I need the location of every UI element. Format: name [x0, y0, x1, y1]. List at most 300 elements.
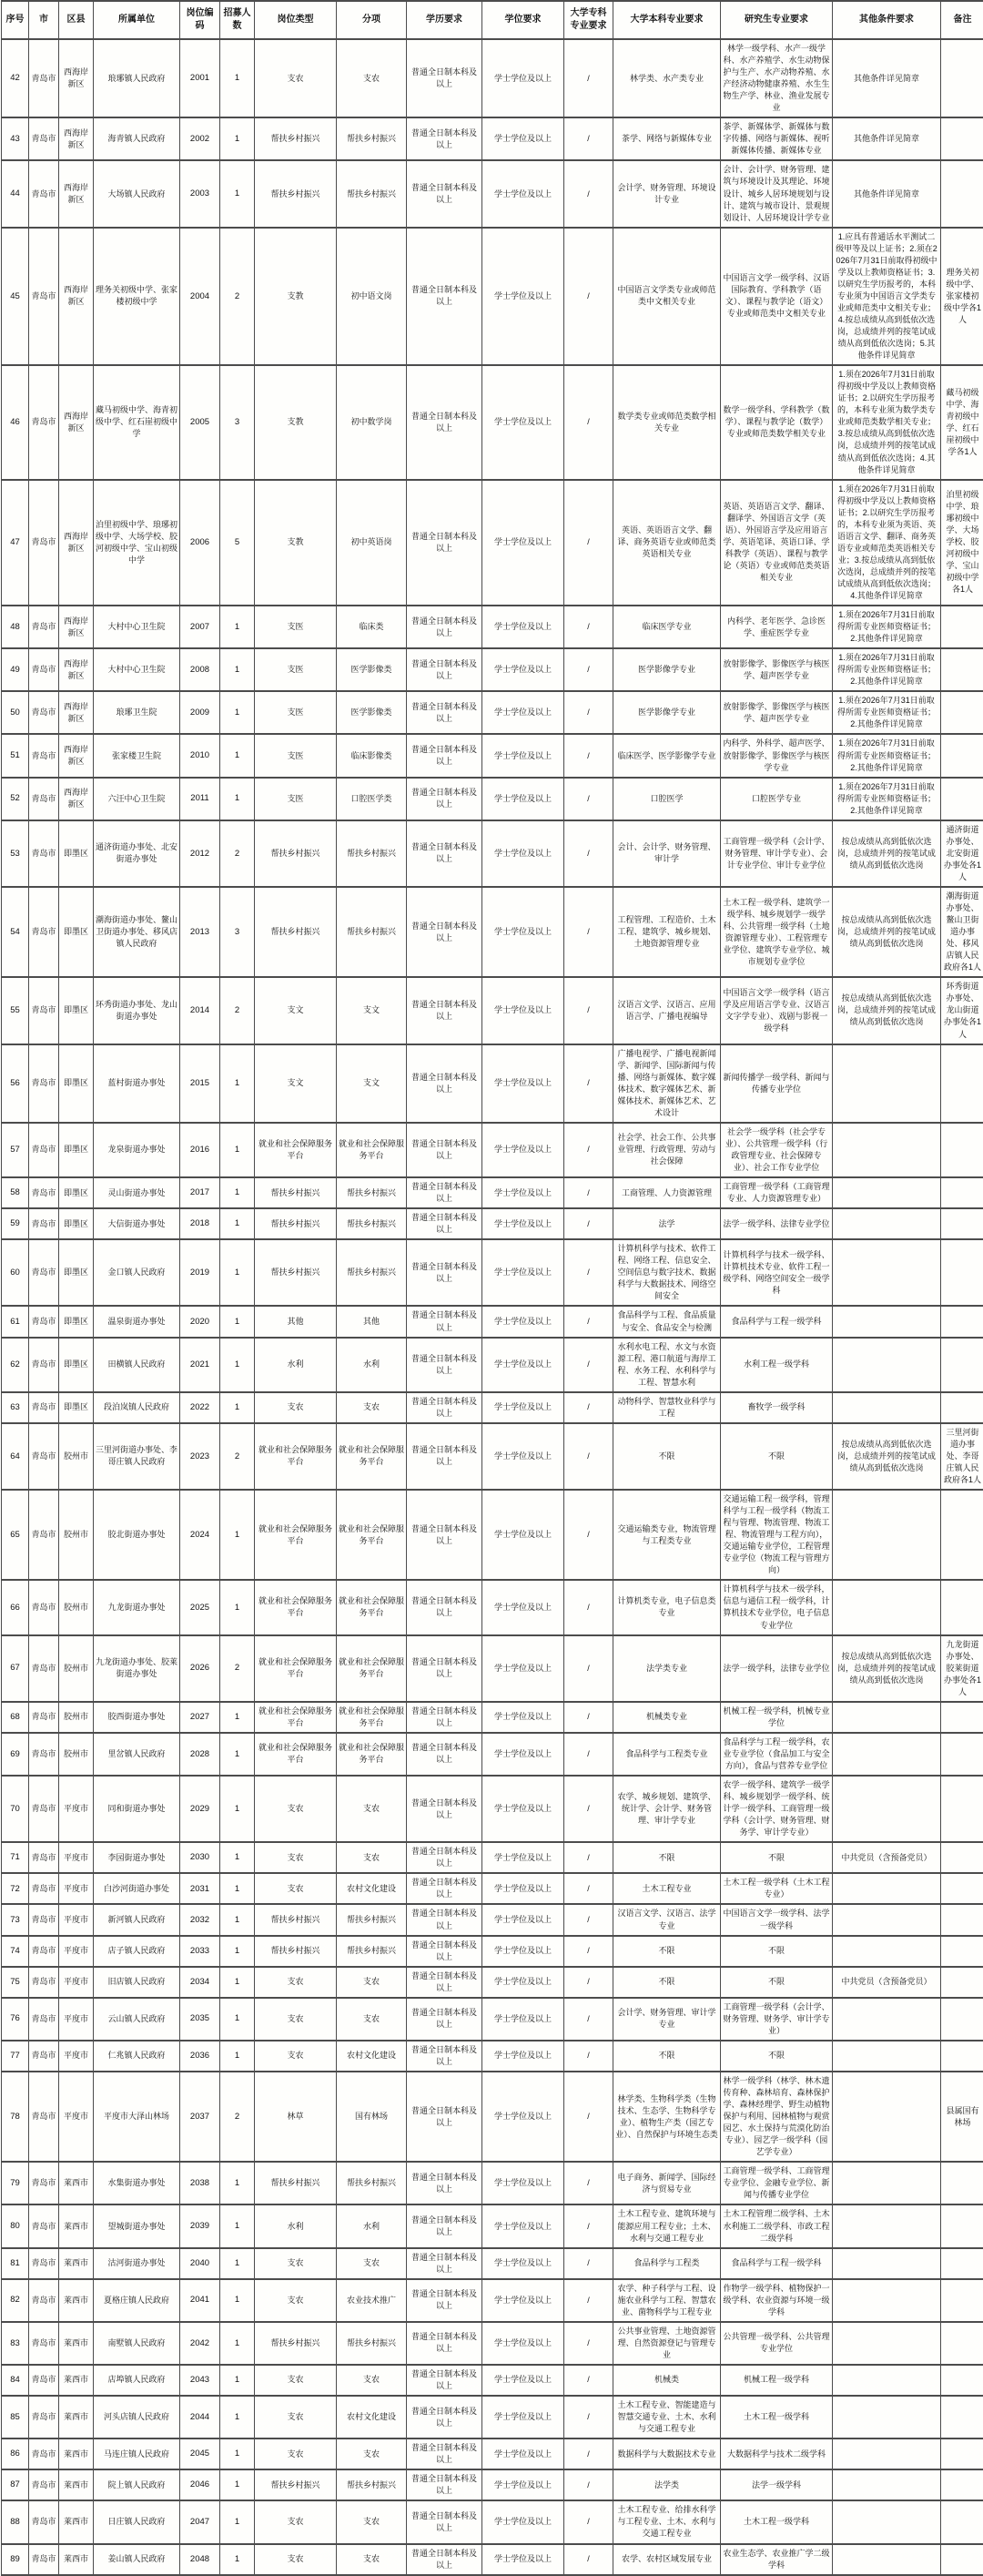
- table-cell: 青岛市: [29, 648, 59, 691]
- table-cell: 青岛市: [29, 1423, 59, 1490]
- table-cell: 广播电视学、广播电视新闻学、新闻学、国际新闻与传播、网络与新媒体、数字媒体技术、数字媒体艺术、新媒体技术、新媒体艺术、艺术设计: [613, 1044, 721, 1123]
- table-cell: 九龙街道办事处、胶莱街道办事处: [94, 1635, 180, 1702]
- table-cell: 1: [220, 1490, 255, 1580]
- table-cell: 1: [220, 2544, 255, 2575]
- table-cell: 即墨区: [59, 1306, 94, 1337]
- table-cell: /: [564, 2544, 613, 2575]
- table-row: [2, 2248, 983, 2279]
- table-cell: 普通全日制本科及以上: [407, 2072, 482, 2162]
- table-row: [2, 1580, 983, 1634]
- table-row: [2, 1490, 983, 1580]
- table-row: [2, 1392, 983, 1423]
- table-cell: 工商管理一级学科、工商管理专业学位、金融专业学位、新闻与传播专业学位: [721, 2162, 833, 2204]
- table-cell: /: [564, 1635, 613, 1702]
- table-cell: [941, 2162, 983, 2204]
- table-cell: 1.须在2026年7月31日前取得所需专业医师资格证书；2.其他条件详见简章: [833, 734, 941, 777]
- table-cell: [941, 2279, 983, 2322]
- table-cell: 普通全日制本科及以上: [407, 2439, 482, 2469]
- table-cell: 不限: [613, 1967, 721, 1998]
- table-cell: 青岛市: [29, 977, 59, 1044]
- table-cell: 青岛市: [29, 2072, 59, 2162]
- table-cell: 1: [220, 734, 255, 777]
- table-cell: 普通全日制本科及以上: [407, 228, 482, 366]
- table-cell: 青岛市: [29, 2279, 59, 2322]
- table-cell: 普通全日制本科及以上: [407, 2500, 482, 2543]
- table-cell: 青岛市: [29, 1392, 59, 1423]
- table-cell: 汉语言文学、汉语言、应用语言学、广播电视编导: [613, 977, 721, 1044]
- table-cell: 农学、农村区域发展专业: [613, 2544, 721, 2575]
- table-cell: 普通全日制本科及以上: [407, 1904, 482, 1935]
- table-cell: 帮扶乡村振兴: [255, 2162, 337, 2204]
- table-cell: /: [564, 820, 613, 887]
- table-cell: 帮扶乡村振兴: [337, 887, 407, 977]
- table-cell: 学士学位及以上: [482, 1776, 564, 1842]
- table-cell: 农业技术推广: [337, 2279, 407, 2322]
- table-cell: 青岛市: [29, 39, 59, 117]
- table-cell: 法学类: [613, 2469, 721, 2500]
- table-cell: 莱西市: [59, 2500, 94, 2543]
- table-cell: 食品科学与工程一级学科，农业专业学位（食品加工与安全方向），食品与营养专业学位: [721, 1733, 833, 1776]
- table-row: [2, 1306, 983, 1337]
- table-cell: [833, 1208, 941, 1239]
- table-cell: 支医: [255, 734, 337, 777]
- table-cell: 学士学位及以上: [482, 1423, 564, 1490]
- table-cell: 大村中心卫生院: [94, 648, 180, 691]
- table-cell: 学士学位及以上: [482, 648, 564, 691]
- table-cell: 普通全日制本科及以上: [407, 1123, 482, 1177]
- table-cell: 动物科学、智慧牧业科学与工程: [613, 1392, 721, 1423]
- table-cell: /: [564, 1306, 613, 1337]
- table-cell: 土木工程一级学科: [721, 2500, 833, 2543]
- table-cell: 莱西市: [59, 2248, 94, 2279]
- table-cell: 47: [2, 480, 29, 606]
- table-cell: 帮扶乡村振兴: [255, 1239, 337, 1306]
- table-cell: 其他: [255, 1306, 337, 1337]
- table-cell: 支农: [337, 2439, 407, 2469]
- table-cell: [941, 1936, 983, 1967]
- table-cell: 普通全日制本科及以上: [407, 606, 482, 648]
- table-cell: 就业和社会保障服务平台: [255, 1635, 337, 1702]
- column-header: 岗位编码: [180, 1, 220, 39]
- table-cell: 不限: [613, 1842, 721, 1873]
- table-cell: 1: [220, 1702, 255, 1733]
- table-cell: [941, 2500, 983, 2543]
- table-cell: 茶学、新媒体学、新媒体与数字传播、网络与新媒体、视听新媒体传播、新媒体专业: [721, 117, 833, 160]
- table-cell: 按总成绩从高到低依次选岗，总成绩并列的按笔试成绩从高到低依次选岗: [833, 1635, 941, 1702]
- table-cell: 77: [2, 2041, 29, 2072]
- table-cell: 2026: [180, 1635, 220, 1702]
- table-cell: 机械工程一级学科，机械专业学位: [721, 1702, 833, 1733]
- table-cell: 平度市大泽山林场: [94, 2072, 180, 2162]
- table-cell: 1: [220, 160, 255, 227]
- table-cell: 89: [2, 2544, 29, 2575]
- table-cell: /: [564, 2279, 613, 2322]
- table-cell: 69: [2, 1733, 29, 1776]
- table-cell: 2001: [180, 39, 220, 117]
- table-row: [2, 820, 983, 887]
- table-cell: 会计学、财务管理、环境设计专业: [613, 160, 721, 227]
- table-cell: [833, 2396, 941, 2439]
- table-cell: 青岛市: [29, 1177, 59, 1208]
- table-cell: 普通全日制本科及以上: [407, 1635, 482, 1702]
- table-cell: 帮扶乡村振兴: [337, 1177, 407, 1208]
- table-cell: [833, 2162, 941, 2204]
- table-cell: 青岛市: [29, 1635, 59, 1702]
- table-cell: 普通全日制本科及以上: [407, 977, 482, 1044]
- table-cell: 学士学位及以上: [482, 1338, 564, 1392]
- table-cell: 青岛市: [29, 2544, 59, 2575]
- table-cell: 通济街道办事处、北安街道办事处各1人: [941, 820, 983, 887]
- table-cell: 水集街道办事处: [94, 2162, 180, 2204]
- table-cell: 普通全日制本科及以上: [407, 1998, 482, 2041]
- table-cell: 青岛市: [29, 2500, 59, 2543]
- table-row: [2, 39, 983, 117]
- table-cell: 灵山街道办事处: [94, 1177, 180, 1208]
- table-cell: 普通全日制本科及以上: [407, 820, 482, 887]
- table-cell: 88: [2, 2500, 29, 2543]
- table-cell: 2023: [180, 1423, 220, 1490]
- table-cell: 58: [2, 1177, 29, 1208]
- table-cell: 青岛市: [29, 1208, 59, 1239]
- table-cell: [941, 1904, 983, 1935]
- table-cell: 姜山镇人民政府: [94, 2544, 180, 2575]
- table-cell: 帮扶乡村振兴: [255, 887, 337, 977]
- table-cell: 1: [220, 117, 255, 160]
- table-cell: [941, 1338, 983, 1392]
- table-cell: 工商管理一级学科（工商管理专业、人力资源管理专业）: [721, 1177, 833, 1208]
- table-cell: 青岛市: [29, 1842, 59, 1873]
- table-cell: /: [564, 778, 613, 820]
- table-cell: [833, 1123, 941, 1177]
- table-cell: 普通全日制本科及以上: [407, 2469, 482, 2500]
- table-cell: 莱西市: [59, 2162, 94, 2204]
- table-cell: 支农: [337, 1998, 407, 2041]
- table-cell: 数学类专业或师范类数学相关专业: [613, 365, 721, 479]
- table-cell: 平度市: [59, 1967, 94, 1998]
- table-cell: 2: [220, 820, 255, 887]
- table-cell: 西海岸新区: [59, 39, 94, 117]
- table-cell: 中国语言文学一级学科（语言学及应用语言学专业、汉语言文字学专业）、戏剧与影视一级学科: [721, 977, 833, 1044]
- table-cell: /: [564, 2396, 613, 2439]
- table-cell: 支文: [255, 1044, 337, 1123]
- table-cell: 英语、英语语言文学、翻译、商务英语专业或师范类英语相关专业: [613, 480, 721, 606]
- table-cell: 中国语言文学类专业或师范类中文相关专业: [613, 228, 721, 366]
- table-cell: 2002: [180, 117, 220, 160]
- table-cell: 机械类: [613, 2365, 721, 2396]
- table-cell: 3: [220, 887, 255, 977]
- table-cell: [833, 2248, 941, 2279]
- table-cell: 73: [2, 1904, 29, 1935]
- table-cell: /: [564, 2041, 613, 2072]
- table-cell: 普通全日制本科及以上: [407, 1842, 482, 1873]
- table-cell: /: [564, 887, 613, 977]
- table-cell: 2019: [180, 1239, 220, 1306]
- table-cell: 青岛市: [29, 820, 59, 887]
- table-row: [2, 977, 983, 1044]
- table-cell: 临床影像类: [337, 734, 407, 777]
- table-cell: 水利: [337, 1338, 407, 1392]
- table-cell: 计算机类专业，电子信息类专业: [613, 1580, 721, 1634]
- table-cell: 49: [2, 648, 29, 691]
- table-cell: 学士学位及以上: [482, 480, 564, 606]
- table-cell: 61: [2, 1306, 29, 1337]
- table-cell: 林学类、生物科学类（生物技术、生态学、生物科学专业）、植物生产类（园艺专业）、自然保护与环境生态类: [613, 2072, 721, 2162]
- table-cell: 2: [220, 228, 255, 366]
- table-cell: 工商管理一级学科（会计学、财务管理、财务学、审计学专业）: [721, 1998, 833, 2041]
- table-cell: [833, 2439, 941, 2469]
- table-cell: 青岛市: [29, 1702, 59, 1733]
- table-row: [2, 1904, 983, 1935]
- table-cell: 1.须在2026年7月31日前取得所需专业医师资格证书；2.其他条件详见简章: [833, 648, 941, 691]
- table-cell: 75: [2, 1967, 29, 1998]
- table-cell: 初中语文岗: [337, 228, 407, 366]
- table-cell: 普通全日制本科及以上: [407, 1702, 482, 1733]
- table-cell: 2033: [180, 1936, 220, 1967]
- table-cell: 1: [220, 1776, 255, 1842]
- table-cell: 2042: [180, 2322, 220, 2365]
- table-cell: /: [564, 977, 613, 1044]
- table-cell: 普通全日制本科及以上: [407, 1580, 482, 1634]
- table-cell: 土木工程专业: [613, 1873, 721, 1904]
- table-cell: 5: [220, 480, 255, 606]
- table-cell: 56: [2, 1044, 29, 1123]
- table-cell: 旧店镇人民政府: [94, 1967, 180, 1998]
- table-row: [2, 1423, 983, 1490]
- table-cell: [833, 1044, 941, 1123]
- table-cell: 1: [220, 1338, 255, 1392]
- table-cell: 工程管理、工程造价、土木工程、建筑学、城乡规划、土地资源管理专业: [613, 887, 721, 977]
- table-cell: 支农: [255, 2396, 337, 2439]
- table-cell: 不限: [721, 2041, 833, 2072]
- table-cell: /: [564, 1776, 613, 1842]
- table-cell: [941, 1392, 983, 1423]
- table-cell: 汉语言文学、汉语言、法学专业: [613, 1904, 721, 1935]
- table-cell: 支教: [255, 365, 337, 479]
- table-cell: 林学一级学科、水产一级学科、水产养殖学、水生动物保护与生产、水产动物养殖、水产经济动物健康养殖、水生生物生产学、林业、渔业发展专业: [721, 39, 833, 117]
- table-cell: 普通全日制本科及以上: [407, 1873, 482, 1904]
- table-cell: 农学、城乡规划、建筑学、统计学、会计学、财务管理、审计学专业: [613, 1776, 721, 1842]
- table-cell: 1: [220, 1733, 255, 1776]
- table-cell: 支农: [255, 1967, 337, 1998]
- table-cell: 学士学位及以上: [482, 2500, 564, 2543]
- table-cell: [941, 2248, 983, 2279]
- table-cell: 英语、英语语言文学、翻译、翻译学、外国语言文学（英语）、外国语言学及应用语言学、英语笔译、英语口译、学科教学（英语）、课程与教学论（英语）专业或师范类英语相关专业: [721, 480, 833, 606]
- table-cell: 支农: [255, 39, 337, 117]
- table-cell: [833, 1490, 941, 1580]
- table-cell: 即墨区: [59, 977, 94, 1044]
- table-cell: 1.须在2026年7月31日前取得所需专业医师资格证书；2.其他条件详见简章: [833, 606, 941, 648]
- table-cell: 就业和社会保障服务平台: [255, 1733, 337, 1776]
- table-cell: 西海岸新区: [59, 365, 94, 479]
- table-row: [2, 1123, 983, 1177]
- table-cell: 理务关初级中学、张家楼初级中学: [94, 228, 180, 366]
- job-positions-table: [1, 0, 983, 2576]
- table-cell: 数据科学与大数据技术专业: [613, 2439, 721, 2469]
- table-cell: 学士学位及以上: [482, 2469, 564, 2500]
- table-cell: 数学一级学科、学科教学（数学）、课程与教学论（数学）专业或师范类数学相关专业: [721, 365, 833, 479]
- table-cell: 就业和社会保障服务平台: [337, 1733, 407, 1776]
- table-cell: 2027: [180, 1702, 220, 1733]
- table-cell: 1: [220, 1904, 255, 1935]
- table-cell: 2008: [180, 648, 220, 691]
- table-cell: 2043: [180, 2365, 220, 2396]
- table-cell: 学士学位及以上: [482, 1702, 564, 1733]
- table-cell: 土木工程一级学科（土木工程专业）: [721, 1873, 833, 1904]
- column-header: 备注: [941, 1, 983, 39]
- table-cell: 即墨区: [59, 1208, 94, 1239]
- table-cell: 店子镇人民政府: [94, 1936, 180, 1967]
- table-cell: [833, 1936, 941, 1967]
- table-cell: 帮扶乡村振兴: [337, 2322, 407, 2365]
- table-cell: 学士学位及以上: [482, 1044, 564, 1123]
- table-cell: /: [564, 1733, 613, 1776]
- table-cell: 温泉街道办事处: [94, 1306, 180, 1337]
- table-cell: 中共党员（含预备党员）: [833, 1842, 941, 1873]
- table-cell: 学士学位及以上: [482, 365, 564, 479]
- table-cell: [833, 2322, 941, 2365]
- table-cell: 2005: [180, 365, 220, 479]
- table-cell: 74: [2, 1936, 29, 1967]
- table-cell: [833, 2500, 941, 2543]
- table-cell: 青岛市: [29, 887, 59, 977]
- table-cell: 帮扶乡村振兴: [255, 1904, 337, 1935]
- table-cell: 1: [220, 1239, 255, 1306]
- table-cell: 初中数学岗: [337, 365, 407, 479]
- table-cell: 环秀街道办事处、龙山街道办事处各1人: [941, 977, 983, 1044]
- table-cell: /: [564, 1936, 613, 1967]
- table-cell: /: [564, 2248, 613, 2279]
- table-cell: /: [564, 1998, 613, 2041]
- column-header: 其他条件要求: [833, 1, 941, 39]
- table-cell: 2021: [180, 1338, 220, 1392]
- table-cell: 支医: [255, 648, 337, 691]
- table-row: [2, 1177, 983, 1208]
- table-cell: 2018: [180, 1208, 220, 1239]
- table-cell: /: [564, 2500, 613, 2543]
- table-cell: 帮扶乡村振兴: [255, 1936, 337, 1967]
- table-cell: 三里河街道办事处、李哥庄镇人民政府各1人: [941, 1423, 983, 1490]
- column-header: 岗位类型: [255, 1, 337, 39]
- table-cell: /: [564, 160, 613, 227]
- table-cell: 学士学位及以上: [482, 778, 564, 820]
- table-cell: 内科学、外科学、超声医学、放射影像学、影像医学与核医学专业: [721, 734, 833, 777]
- table-cell: 68: [2, 1702, 29, 1733]
- table-cell: 1: [220, 1306, 255, 1337]
- table-cell: 支医: [255, 606, 337, 648]
- table-cell: 帮扶乡村振兴: [337, 1936, 407, 1967]
- table-cell: 九龙街道办事处、胶莱街道办事处各1人: [941, 1635, 983, 1702]
- table-cell: 普通全日制本科及以上: [407, 1306, 482, 1337]
- table-cell: 1: [220, 1392, 255, 1423]
- table-cell: 支教: [255, 480, 337, 606]
- table-row: [2, 2469, 983, 2500]
- table-cell: 青岛市: [29, 1490, 59, 1580]
- table-cell: 土木工程专业、给排水科学与工程专业、土木、水利与交通工程专业: [613, 2500, 721, 2543]
- table-cell: 食品科学与工程类: [613, 2248, 721, 2279]
- table-cell: 理务关初级中学、张家楼初级中学各1人: [941, 228, 983, 366]
- table-cell: 学士学位及以上: [482, 1936, 564, 1967]
- table-cell: 环秀街道办事处、龙山街道办事处: [94, 977, 180, 1044]
- table-cell: 医学影像类: [337, 691, 407, 734]
- table-cell: 2013: [180, 887, 220, 977]
- table-cell: 帮扶乡村振兴: [337, 1904, 407, 1935]
- table-cell: 法学一级学科、法律专业学位: [721, 1208, 833, 1239]
- column-header: 研究生专业要求: [721, 1, 833, 39]
- table-cell: 农学、种子科学与工程、设施农业科学与工程、智慧农业、菌物科学与工程专业: [613, 2279, 721, 2322]
- table-cell: 国有林场: [337, 2072, 407, 2162]
- table-cell: 支教: [255, 228, 337, 366]
- table-cell: /: [564, 1423, 613, 1490]
- table-cell: [833, 1392, 941, 1423]
- table-cell: /: [564, 1904, 613, 1935]
- table-cell: [833, 1776, 941, 1842]
- table-cell: 青岛市: [29, 2322, 59, 2365]
- table-cell: 2004: [180, 228, 220, 366]
- table-cell: 63: [2, 1392, 29, 1423]
- table-cell: 1: [220, 1208, 255, 1239]
- table-cell: [941, 1733, 983, 1776]
- table-cell: 青岛市: [29, 1580, 59, 1634]
- table-row: [2, 2072, 983, 2162]
- table-cell: 夏格庄镇人民政府: [94, 2279, 180, 2322]
- table-cell: 48: [2, 606, 29, 648]
- table-cell: /: [564, 1842, 613, 1873]
- table-cell: 青岛市: [29, 1998, 59, 2041]
- table-cell: 支农: [255, 1776, 337, 1842]
- table-cell: 76: [2, 1998, 29, 2041]
- table-cell: 计算机科学与技术、软件工程、网络工程、信息安全、空间信息与数字技术、数据科学与大数据技术、网络空间安全: [613, 1239, 721, 1306]
- table-cell: /: [564, 2439, 613, 2469]
- table-cell: 莱西市: [59, 2204, 94, 2247]
- table-cell: [941, 1123, 983, 1177]
- table-cell: 同和街道办事处: [94, 1776, 180, 1842]
- table-cell: 1: [220, 648, 255, 691]
- table-cell: 普通全日制本科及以上: [407, 1239, 482, 1306]
- table-cell: 2037: [180, 2072, 220, 2162]
- table-cell: 平度市: [59, 1842, 94, 1873]
- table-cell: [833, 1177, 941, 1208]
- table-row: [2, 734, 983, 777]
- table-cell: 医学影像类: [337, 648, 407, 691]
- table-cell: 农村文化建设: [337, 2396, 407, 2439]
- table-cell: 2048: [180, 2544, 220, 2575]
- table-cell: 莱西市: [59, 2544, 94, 2575]
- table-cell: 支医: [255, 778, 337, 820]
- table-cell: [833, 2072, 941, 2162]
- table-cell: 西海岸新区: [59, 480, 94, 606]
- table-cell: 60: [2, 1239, 29, 1306]
- table-cell: 50: [2, 691, 29, 734]
- table-cell: 帮扶乡村振兴: [337, 2162, 407, 2204]
- table-cell: [941, 1239, 983, 1306]
- table-cell: 口腔医学专业: [721, 778, 833, 820]
- table-cell: 普通全日制本科及以上: [407, 2162, 482, 2204]
- table-cell: 青岛市: [29, 2439, 59, 2469]
- table-cell: [941, 1873, 983, 1904]
- table-cell: 学士学位及以上: [482, 2544, 564, 2575]
- table-cell: 学士学位及以上: [482, 1635, 564, 1702]
- table-cell: 普通全日制本科及以上: [407, 2041, 482, 2072]
- table-row: [2, 887, 983, 977]
- table-cell: 普通全日制本科及以上: [407, 365, 482, 479]
- table-cell: 2011: [180, 778, 220, 820]
- table-cell: 即墨区: [59, 887, 94, 977]
- table-cell: 1.须在2026年7月31日前取得初级中学及以上教师资格证书；2.以研究生学历报考的，本科专业须为数学类专业或师范类数学相关专业；3.按总成绩从高到低依次选岗，总成绩并列的按笔试成绩从高到低依次选岗；4.其他条件详见简章: [833, 365, 941, 479]
- table-cell: 2009: [180, 691, 220, 734]
- table-cell: 青岛市: [29, 1873, 59, 1904]
- table-cell: 学士学位及以上: [482, 1998, 564, 2041]
- table-cell: 普通全日制本科及以上: [407, 1044, 482, 1123]
